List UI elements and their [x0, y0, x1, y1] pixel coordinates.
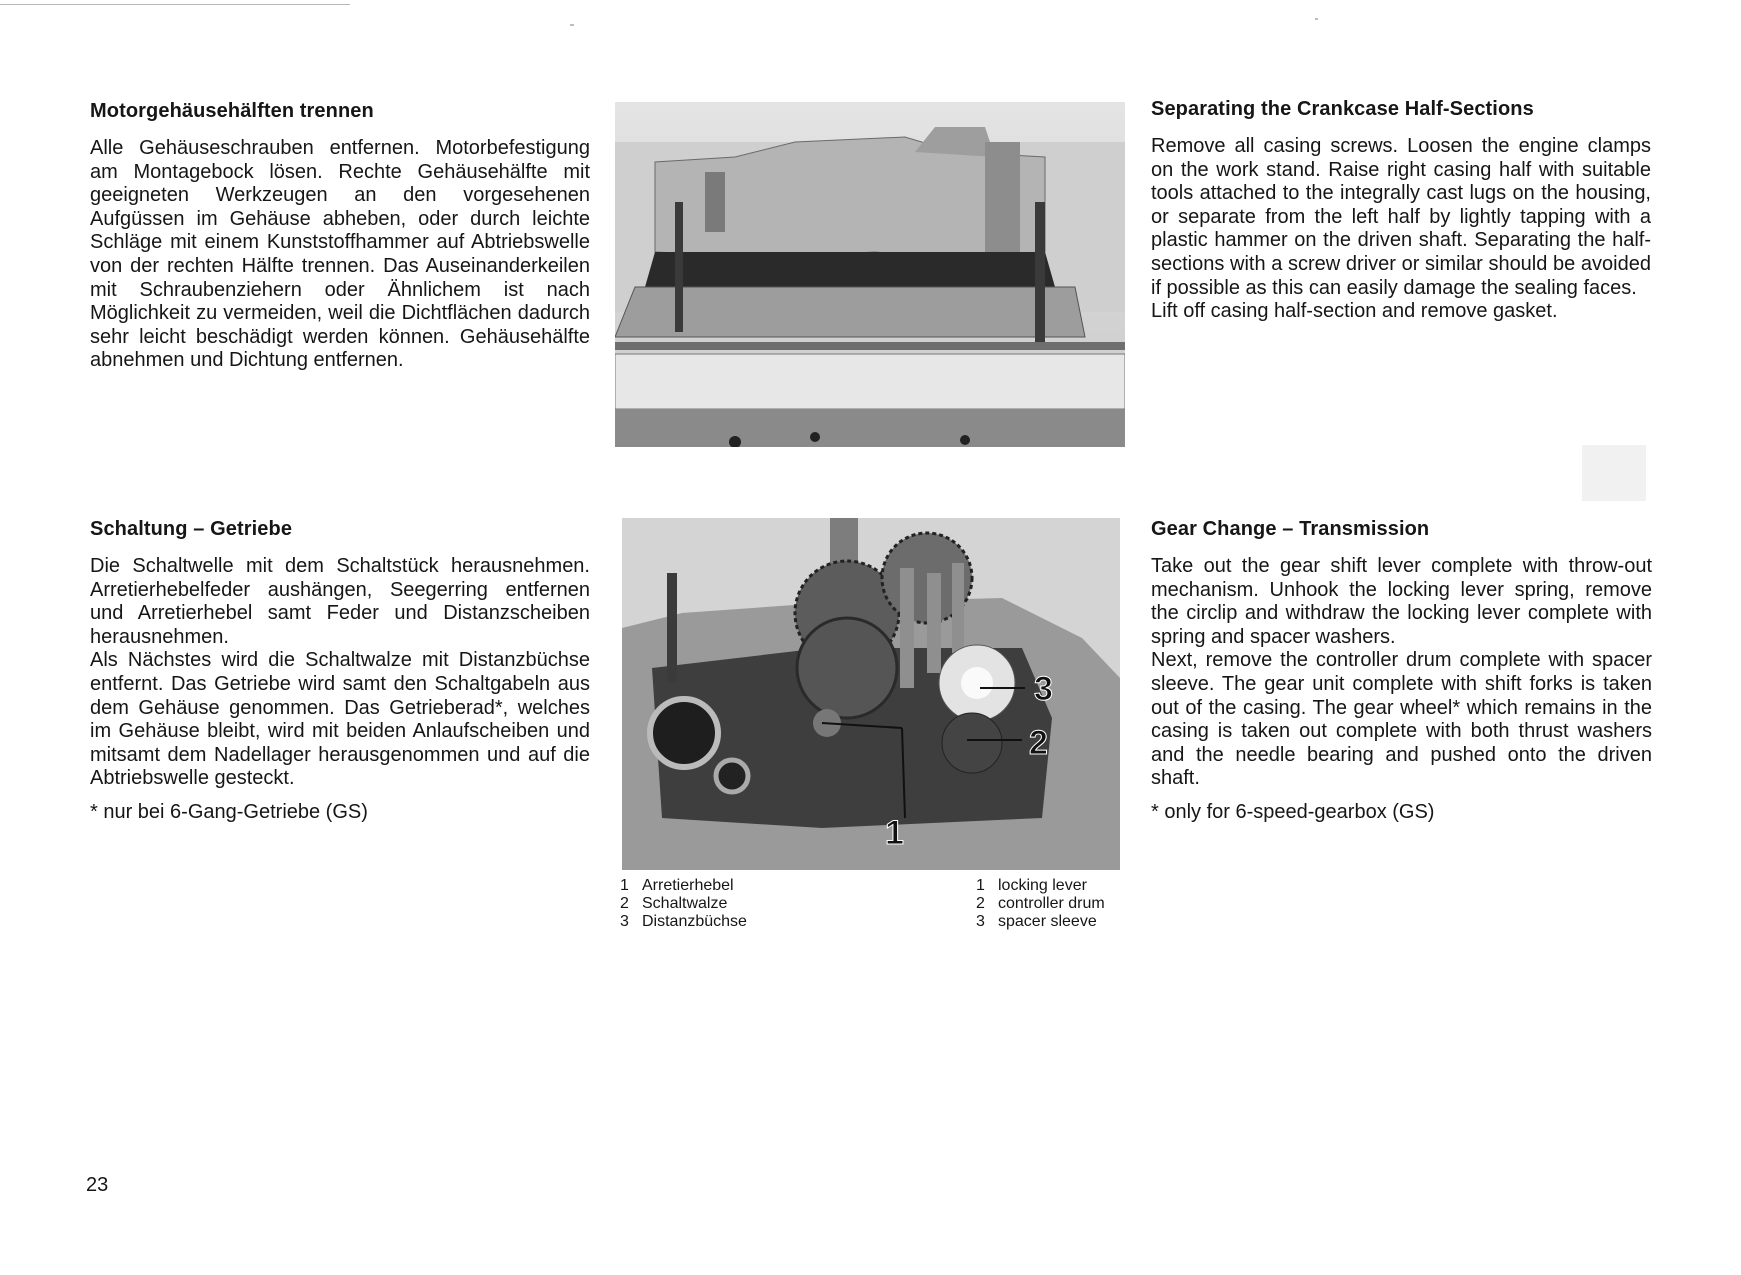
caption-de-3: 3 Distanzbüchse: [620, 913, 747, 930]
body-en-gearchange-2: Next, remove the controller drum complete with spacer sleeve. The gear unit complete with shift forks is taken out of the casing. The gear wheel* which remains in the casing is taken out complete with both thrust washers and the needle bearing and pushed onto the driven shaft.: [1151, 649, 1652, 790]
section-en-crankcase: [1151, 98, 1651, 324]
scan-speck: [570, 24, 574, 26]
captions-de: [620, 877, 747, 931]
body-en-crankcase-gasket: Lift off casing half-section and remove gasket.: [1151, 300, 1558, 323]
scan-speck: [1315, 18, 1318, 20]
crankcase-photo-illustration: [615, 102, 1125, 447]
body-en-crankcase: Remove all casing screws. Loosen the engine clamps on the work stand. Raise right casing half with suitable tools attached to the integrally cast lugs on the housing, or separate from the left half by lightly tapping with a plastic hammer on the driven shaft. Separating the half-sections with a screw driver or similar should be avoided if possible as this can easily damage the sealing faces.: [1151, 135, 1651, 299]
body-en-gearchange: Take out the gear shift lever complete with throw-out mechanism. Unhook the locking lever spring, remove the circlip and withdraw the locking lever complete with spring and spacer washers.: [1151, 555, 1652, 648]
caption-de-2: 2 Schaltwalze: [620, 895, 728, 912]
heading-de-gearchange: Schaltung – Getriebe: [90, 518, 293, 540]
caption-en-3: 3 spacer sleeve: [976, 913, 1097, 930]
heading-en-crankcase: Separating the Crankcase Half-Sections: [1151, 98, 1534, 120]
section-de-gearchange: [90, 518, 590, 824]
caption-en-1: 1 locking lever: [976, 877, 1087, 894]
callout-2: 2: [1029, 724, 1048, 762]
caption-en-2: 2 controller drum: [976, 895, 1105, 912]
footnote-en: * only for 6-speed-gearbox (GS): [1151, 800, 1435, 823]
section-en-gearchange: [1151, 518, 1652, 824]
body-de-gearchange: Die Schaltwelle mit dem Schaltstück herausnehmen. Arretierhebelfeder aushängen, Seegerring entfernen und Arretierhebel samt Feder und Distanzscheiben herausnehmen.: [90, 555, 590, 648]
heading-en-gearchange: Gear Change – Transmission: [1151, 518, 1430, 540]
heading-de-crankcase: Motorgehäusehälften trennen: [90, 100, 374, 122]
captions-en: [976, 877, 1105, 931]
page-number: 23: [86, 1174, 109, 1196]
body-de-crankcase: Alle Gehäuseschrauben entfernen. Motorbefestigung am Montagebock lösen. Rechte Gehäusehälfte mit geeigneten Werkzeugen an den vorgesehenen Aufgüssen im Gehäuse abheben, oder durch leichte Schläge mit einem Kunststoffhammer auf Abtriebswelle von der rechten Hälfte trennen. Das Auseinanderkeilen mit Schraubenziehern oder Ähnlichem ist nach Möglichkeit zu vermeiden, weil die Dichtflächen dadurch sehr leicht beschädigt werden können. Gehäusehälfte abnehmen und Dichtung entfernen.: [90, 137, 590, 372]
gearbox-photo-illustration: [622, 518, 1120, 870]
scan-edge-line: [0, 4, 350, 5]
caption-de-1: 1 Arretierhebel: [620, 877, 734, 894]
body-de-gearchange-2: Als Nächstes wird die Schaltwalze mit Distanzbüchse entfernt. Das Getriebe wird samt den Schaltgabeln aus dem Gehäuse genommen. Das Getrieberad*, welches im Gehäuse bleibt, wird mit beiden Anlaufscheiben und mitsamt dem Nadellager herausgenommen und auf die Abtriebswelle gesteckt.: [90, 649, 590, 790]
photo-crankcase-separation: [615, 102, 1125, 447]
callout-1: 1: [885, 814, 904, 852]
section-de-crankcase: [90, 100, 590, 373]
callout-3: 3: [1034, 670, 1053, 708]
scan-smudge: [1582, 445, 1646, 501]
footnote-de: * nur bei 6-Gang-Getriebe (GS): [90, 800, 368, 823]
photo-gearbox: [622, 518, 1120, 870]
